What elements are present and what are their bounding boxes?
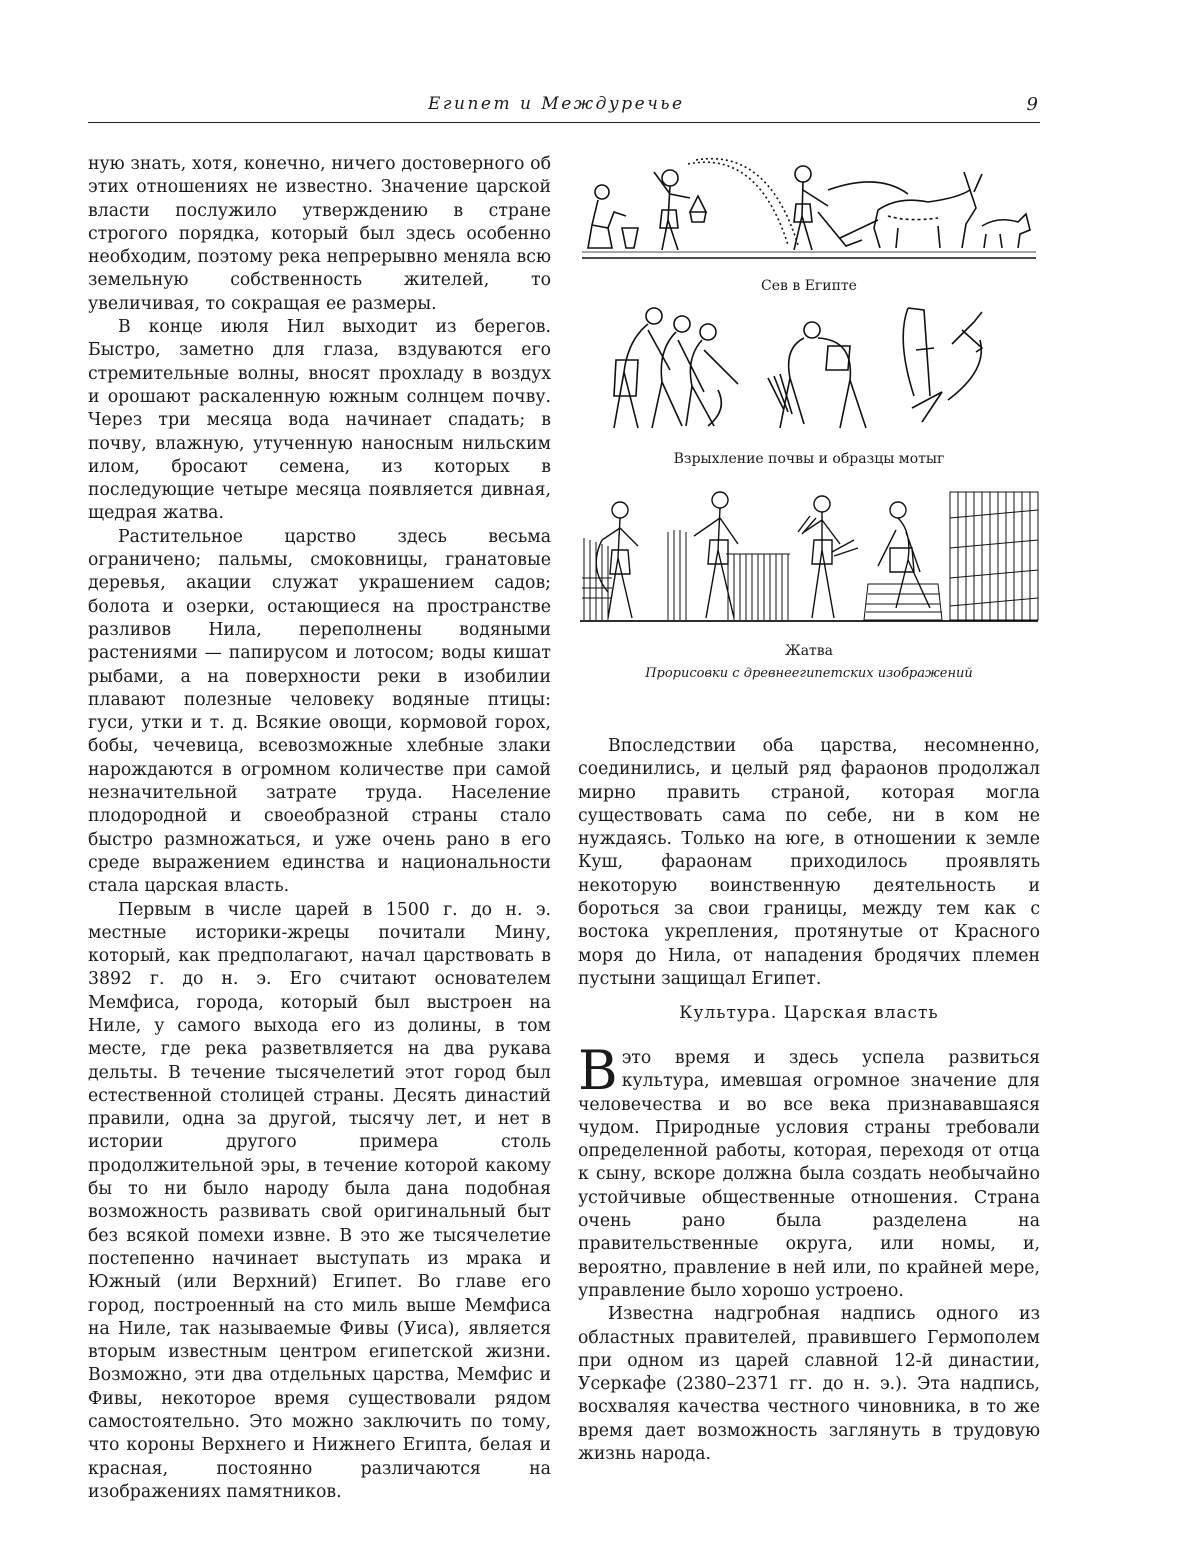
paragraph: Известна надгробная надпись одного из областных правителей, правившего Гермополем при одном из царей славной 12-й династии, Усеркафе (2380–2371 гг. до н. э.). Эта надпись, восхваляя качества честного чиновника, в то же время дает возможность заглянуть в трудовую жизнь народа.	[578, 1304, 1040, 1465]
caption-harvest: Жатва	[784, 643, 834, 659]
harvest-illustration	[578, 488, 1040, 626]
section-heading: Культура. Царская власть	[679, 1003, 939, 1023]
dropcap-letter: В	[578, 1039, 618, 1102]
running-header	[88, 92, 1040, 123]
sowing-illustration	[578, 150, 1040, 265]
left-column	[88, 153, 551, 1504]
caption-source: Прорисовки с древнеегипетских изображений	[645, 666, 973, 681]
hoeing-illustration	[578, 300, 1040, 440]
caption-sowing: Сев в Египте	[761, 278, 857, 294]
paragraph: Первым в числе царей в 1500 г. до н. э. местные историки-жрецы почитали Мину, который, как предполагают, начал царствовать в 3892 г. до н. э. Его считают основателем Мемфиса, города, который был выстроен на Ниле, у самого выхода его из долины, в том месте, где река разветвляется на два рукава дельты. В течение тысячелетий этот город был естественной столицей страны. Десять династий правили, одна за другой, тысячу лет, и нет в истории другого примера столь продолжительной эры, в течение которой какому бы то ни было народу была дана подобная возможность развивать свой оригинальный быт без всякой помехи извне. В это же тысячелетие постепенно начинает выступать из мрака и Южный (или Верхний) Египет. Во главе его город, построенный на сто миль выше Мемфиса на Ниле, так называемые Фивы (Уиса), является вторым известным центром египетской жизни. Возможно, эти два отдельных царства, Мемфис и Фивы, некоторое время существовали рядом самостоятельно. Это можно заключить по тому, что короны Верхнего и Нижнего Египта, белая и красная, постоянно различаются на изображениях памятников.	[88, 899, 551, 1502]
dropcap-paragraph	[578, 1039, 1040, 1303]
running-title: Египет и Междуречье	[428, 94, 685, 114]
right-column-text	[578, 735, 1040, 991]
paragraph: Впоследствии оба царства, несомненно, соединились, и целый ряд фараонов продолжал мирно править страной, которая могла существовать сама по себе, ни в ком не нуждаясь. Только на юге, в отношении к земле Куш, фараонам приходилось проявлять некоторую воинственную деятельность и бороться за свои границы, между тем как с востока укрепления, протянутые от Красного моря до Нила, от нападения бродячих племен пустыни защищал Египет.	[578, 736, 1040, 989]
dropcap-paragraph-text: это время и здесь успела развиться культура, имевшая огромное значение для человечества и во все века признававшаяся чудом. Природные условия страны требовали определенной работы, которая, переходя от отца к сыну, вскоре должна была создать необычайно устойчивые общественные отношения. Страна очень рано была разделена на правительственные округа, или номы, и, вероятно, правление в ней или, по крайней мере, управление было хорошо устроено.	[578, 1048, 1040, 1301]
dropcap-block	[578, 1039, 1040, 1466]
paragraph: ную знать, хотя, конечно, ничего достоверного об этих отношениях не известно. Значение царской власти послужило утверждению в стране строгого порядка, который был здесь особенно необходим, поэтому река непрерывно меняла всю земельную собственность жителей, то увеличивая, то сокращая ее размеры.	[88, 154, 551, 314]
caption-hoeing: Взрыхление почвы и образцы мотыг	[673, 451, 945, 467]
paragraph: В конце июля Нил выходит из берегов. Быстро, заметно для глаза, вздуваются его стремительные волны, вносят прохладу в воздух и орошают раскаленную южным солнцем почву. Через три месяца вода начинает спадать; в почву, влажную, утученную наносным нильским илом, бросают семена, из которых в последующие четыре месяца появляется дивная, щедрая жатва.	[88, 317, 551, 524]
page-number: 9	[1026, 94, 1038, 115]
paragraph: Растительное царство здесь весьма ограничено; пальмы, смоковницы, гранатовые деревья, акации служат украшением садов; болота и озерки, остающиеся на пространстве разливов Нила, переполнены водяными растениями — папирусом и лотосом; воды кишат рыбами, а на поверхности реки в изобилии плавают полезные человеку водяные птицы: гуси, утки и т. д. Всякие овощи, кормовой горох, бобы, чечевица, всевозможные хлебные злаки нарождаются в огромном количестве при самой незначительной затрате труда. Население плодородной и своеобразной страны стало быстро размножаться, и уже очень рано в его среде выражением единства и национальности стала царская власть.	[88, 526, 551, 897]
